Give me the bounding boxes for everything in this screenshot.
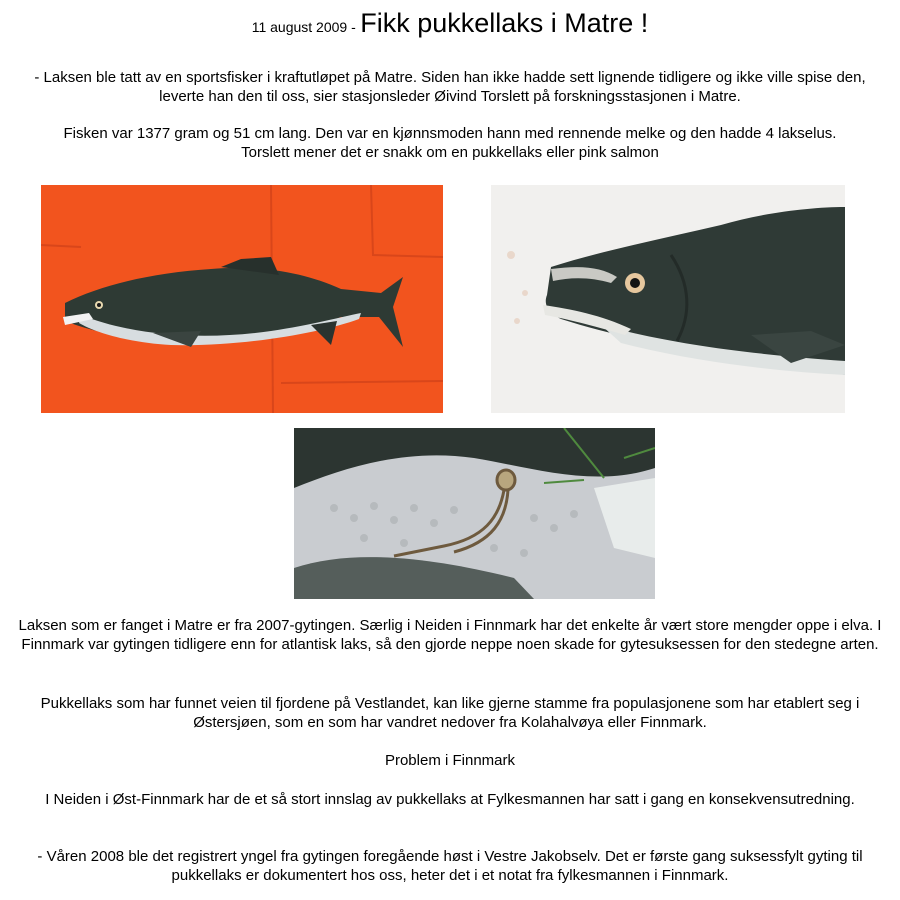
fish-head-illustration: [491, 185, 845, 413]
body-paragraph-3: I Neiden i Øst-Finnmark har de et så stort innslag av pukkellaks at Fylkesmannen har satt i gang en konsekvensutredning.: [45, 791, 855, 808]
sea-lice-illustration: [294, 428, 655, 599]
body-paragraph-2: Pukkellaks som har funnet veien til fjordene på Vestlandet, kan like gjerne stamme fra populasjonene som har etablert seg i Østersjøen, som en som har vandret nedover fra Kolahalvøya eller Finnmark.: [40, 695, 860, 731]
whole-fish-illustration: [41, 185, 443, 413]
sea-lice-photo: [294, 428, 655, 599]
intro-paragraph-2: [10, 124, 890, 162]
body-paragraph-4: - Våren 2008 ble det registrert yngel fra gytingen foregående høst i Vestre Jakobselv. Det er første gang suksessfylt gyting til pukkellaks er dokumentert hos oss, heter det i et notat fra fylkesmannen i Finnmark.: [37, 848, 863, 884]
body-paragraph-1: Laksen som er fanget i Matre er fra 2007-gytingen. Særlig i Neiden i Finnmark har det enkelte år vært store mengder oppe i elva. I Finnmark var gytingen tidligere enn for atlantisk laks, så den gjorde neppe noen skade for gytesuksessen for den stedegne arten.: [18, 617, 882, 653]
fish-head-photo: [491, 185, 845, 413]
intro-paragraph-2-line-2: Torslett mener det er snakk om en pukkellaks eller pink salmon: [241, 144, 659, 161]
whole-fish-photo: [41, 185, 443, 413]
article-header: [0, 8, 900, 39]
article-title: Fikk pukkellaks i Matre !: [360, 8, 649, 38]
subheading: Problem i Finnmark: [384, 752, 516, 769]
intro-paragraph-1: - Laksen ble tatt av en sportsfisker i kraftutløpet på Matre. Siden han ikke hadde sett lignende tidligere og ikke ville spise den, leverte han den til oss, sier stasjonsleder Øivind Torslett på forskningsstasjonen i Matre.: [34, 69, 866, 105]
article-date: 11 august 2009 -: [251, 19, 356, 35]
intro-paragraph-2-line-1: Fisken var 1377 gram og 51 cm lang. Den var en kjønnsmoden hann med rennende melke og den hadde 4 lakselus.: [63, 125, 837, 142]
